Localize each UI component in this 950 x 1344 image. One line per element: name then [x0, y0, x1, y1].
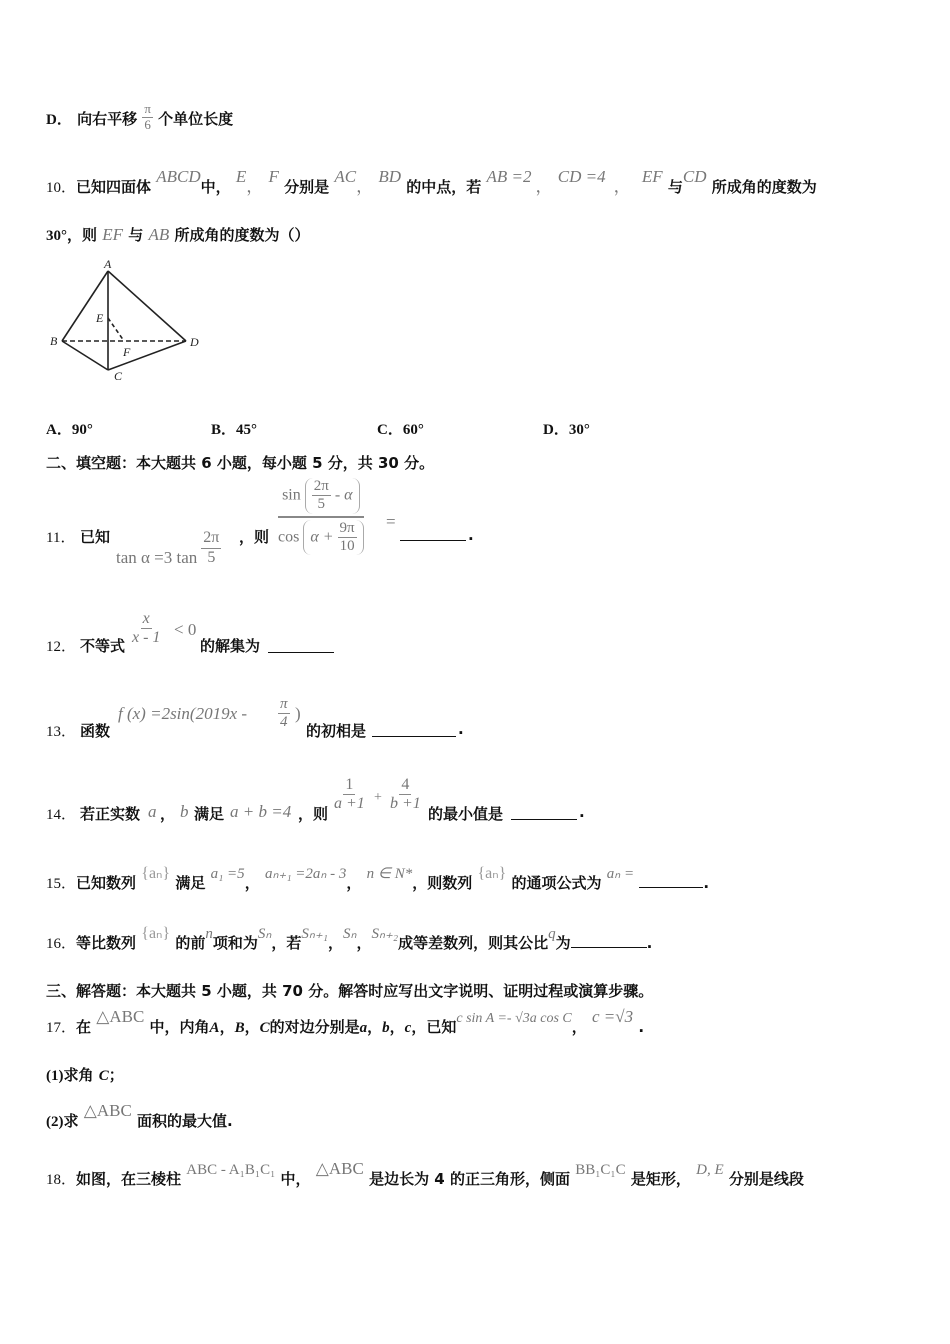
triangle-abc: △ABC: [315, 1159, 364, 1178]
question-16: 16．等比数列 {aₙ} 的前n项和为Sₙ，若Sₙ₊₁，Sₙ，Sₙ₊₂成等差数列，则其公比q为 .: [46, 925, 653, 952]
question-number: 12．: [46, 639, 77, 655]
vertex-label-d: D: [190, 335, 199, 349]
option-a: A．90°: [46, 422, 93, 438]
option-text-suffix: 个单位长度: [158, 109, 234, 128]
section-2-heading: 二、填空题：本大题共 6 小题，每小题 5 分，共 30 分。: [46, 454, 435, 472]
point-label-f: F: [123, 345, 131, 359]
given-condition: tan α =3 tan $\frac{2\pi}{5}$: [116, 529, 220, 567]
triangle-abc: △ABC: [96, 1007, 145, 1026]
answer-blank[interactable]: [639, 873, 703, 888]
question-17: 17．在 △ABC 中，内角A，B，C的对边分别是a，b，c，已知c sin A =- √3a cos C， c =√3 .: [46, 1007, 645, 1036]
vertex-label-c: C: [114, 369, 123, 383]
option-b: B．45°: [211, 422, 258, 438]
sequence-set: {aₙ}: [141, 925, 171, 942]
question-number: 18．: [46, 1172, 77, 1188]
answer-blank[interactable]: [400, 526, 466, 541]
question-number: 11．: [46, 530, 76, 546]
recurrence-relation: aₙ₊₁ =2aₙ - 3: [264, 866, 347, 882]
answer-blank[interactable]: [571, 933, 647, 948]
question-number: 14．: [46, 807, 77, 823]
question-number: 13．: [46, 724, 77, 740]
option-d: D．30°: [543, 422, 590, 438]
answer-blank[interactable]: [372, 722, 456, 737]
vertex-label-a: A: [104, 257, 112, 271]
condition-2: c =√3: [592, 1007, 634, 1026]
answer-blank[interactable]: [268, 638, 334, 653]
section-3-heading: 三、解答题：本大题共 5 小题，共 70 分。解答时应写出文字说明、证明过程或演算步骤。: [46, 982, 654, 1000]
question-number: 10．: [46, 180, 77, 196]
sequence-set: {aₙ}: [141, 865, 171, 882]
math-abcd: ABCD: [156, 167, 201, 186]
fraction-1-over-a-plus-1: $\frac{1}{a +1}$: [334, 776, 365, 813]
question-18: 18．如图，在三棱柱 ABC - A₁B₁C₁ 中， △ABC 是边长为 4 的正三角形，侧面 BB₁C₁C 是矩形， D, E 分别是线段: [46, 1159, 804, 1188]
question-number: 17．: [46, 1020, 77, 1036]
question-number: 16．: [46, 936, 77, 952]
question-10-line2: 30°，则 EF 与 AB 所成角的度数为（）: [46, 225, 310, 244]
question-17-part-2: (2)求 △ABC 面积的最大值.: [46, 1101, 233, 1130]
tetrahedron-figure: [46, 256, 216, 386]
condition-1: c sin A =- √3a cos C: [456, 1011, 572, 1026]
question-17-part-1: (1)求角 C；: [46, 1066, 124, 1084]
function-expression: f (x) =2sin(2019x -: [118, 704, 248, 723]
option-label: D．: [46, 111, 72, 128]
question-number: 15．: [46, 876, 77, 892]
fraction-pi-6: $\frac{\pi}{6}$: [144, 101, 151, 132]
fraction-4-over-b-plus-1: $\frac{4}{b +1}$: [390, 776, 421, 813]
option-c: C．60°: [377, 422, 424, 438]
option-text: 向右平移: [77, 109, 138, 128]
q9-option-d: [46, 101, 234, 135]
point-label-e: E: [96, 311, 104, 325]
question-10: 10．已知四面体 ABCD中， E， F 分别是 AC， BD 的中点，若 AB =2， CD =4， EF 与CD 所成角的度数为: [46, 167, 817, 196]
answer-blank[interactable]: [511, 805, 577, 820]
question-15: 15．已知数列 {aₙ} 满足 a₁ =5， aₙ₊₁ =2aₙ - 3， n ∈ N*，则数列 {aₙ} 的通项公式为 aₙ = .: [46, 865, 710, 892]
target-expression: sin $\frac{2\pi}{5}$ - α cos α + $\frac{9\pi}{10}$: [274, 478, 368, 555]
prism-notation: ABC - A₁B₁C₁: [186, 1162, 276, 1178]
fraction-x-over-x-minus-1: $\frac{x}{x - 1}$: [132, 610, 161, 647]
constraint: a + b =4: [230, 802, 292, 821]
vertex-label-b: B: [50, 334, 58, 348]
